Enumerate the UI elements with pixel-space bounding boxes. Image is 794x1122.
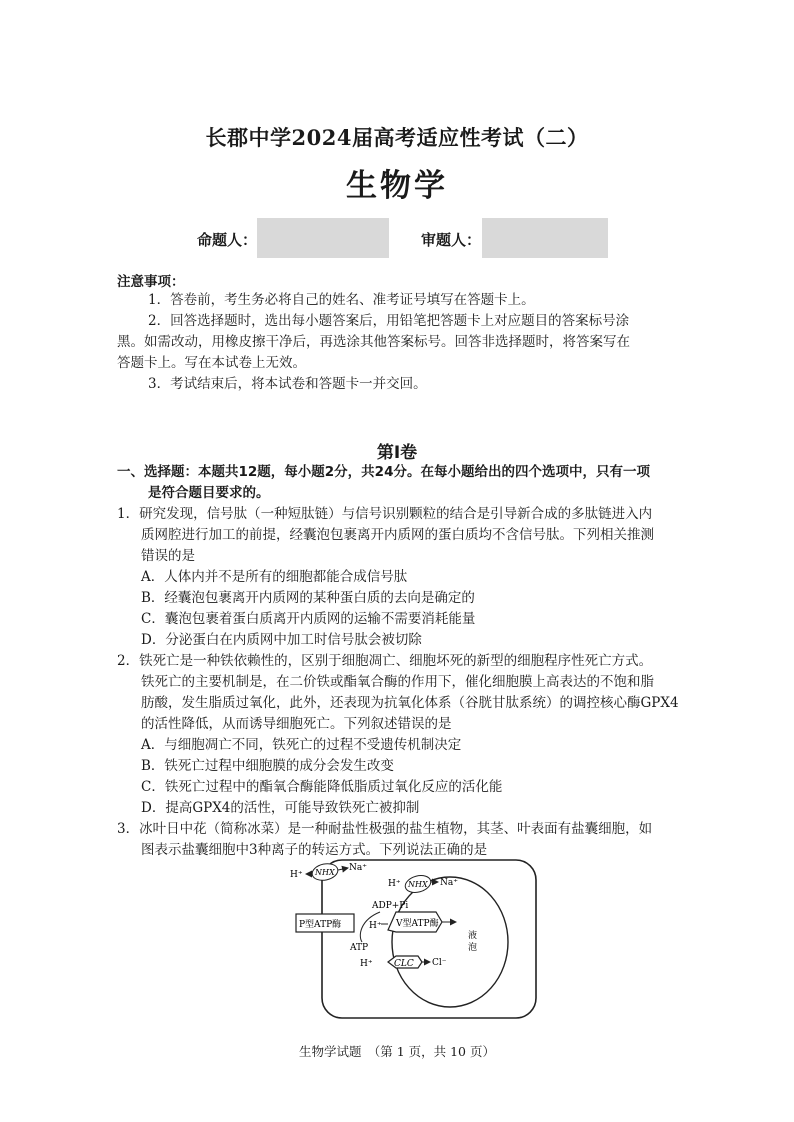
question-2-stem: 肪酸，发生脂质过氧化，此外，还表现为抗氧化体系（谷胱甘肽系统）的调控核心酶GPX4	[141, 695, 679, 711]
question-1-option-c: C．囊泡包裹着蛋白质离开内质网的运输不需要消耗能量	[141, 611, 476, 627]
h-ion-label: H⁺	[290, 870, 303, 880]
question-1-stem: 错误的是	[141, 548, 195, 564]
vacuole-membrane	[392, 877, 508, 1007]
notice-item-2-cont: 答题卡上。写在本试卷上无效。	[117, 355, 306, 371]
question-2-option-c: C．铁死亡过程中的酯氧合酶能降低脂质过氧化反应的活化能	[141, 779, 503, 795]
question-2-stem: 的活性降低，从而诱导细胞死亡。下列叙述错误的是	[141, 716, 452, 732]
question-3-stem: 3．冰叶日中花（简称冰菜）是一种耐盐性极强的盐生植物，其茎、叶表面有盐囊细胞，如	[117, 821, 653, 837]
question-2-option-d: D．提高GPX4的活性，可能导致铁死亡被抑制	[141, 800, 420, 816]
cl-ion-label: Cl⁻	[432, 958, 447, 968]
notice-item-3: 3．考试结束后，将本试卷和答题卡一并交回。	[148, 376, 427, 392]
reviewer-label: 审题人：	[421, 231, 482, 249]
adp-pi-label: ADP+Pi	[372, 901, 409, 911]
section-intro: 一、选择题：本题共12题，每小题2分，共24分。在每小题给出的四个选项中，只有一项	[117, 464, 650, 480]
setter-name-redacted	[257, 218, 389, 258]
notice-heading: 注意事项：	[117, 274, 185, 290]
h-ion-label: H⁺	[388, 879, 401, 889]
nhx-label: NHX	[315, 868, 335, 877]
section-title: 第Ⅰ卷	[376, 443, 418, 463]
question-2-option-b: B．铁死亡过程中细胞膜的成分会发生改变	[141, 758, 394, 774]
vacuole-label-1: 液	[468, 931, 478, 941]
question-1-option-d: D．分泌蛋白在内质网中加工时信号肽会被切除	[141, 632, 422, 648]
question-3-stem: 图表示盐囊细胞中3种离子的转运方式。下列说法正确的是	[141, 842, 488, 858]
notice-item-2-cont: 黑。如需改动，用橡皮擦干净后，再选涂其他答案标号。回答非选择题时，将答案写在	[117, 334, 630, 350]
reviewer-name-redacted	[482, 218, 608, 258]
p-atpase-label: P型ATP酶	[299, 920, 342, 930]
notice-item-1: 1．答卷前，考生务必将自己的姓名、准考证号填写在答题卡上。	[148, 292, 535, 308]
clc-label: CLC	[394, 959, 414, 969]
nhx-label: NHX	[408, 880, 428, 889]
setter-label: 命题人：	[197, 231, 258, 249]
h-ion-label: H⁺	[369, 921, 382, 931]
na-ion-arrow	[338, 868, 348, 870]
section-intro-cont: 是符合题目要求的。	[148, 485, 270, 501]
v-atpase-label: V型ATP酶	[396, 919, 439, 929]
question-2-option-a: A．与细胞凋亡不同，铁死亡的过程不受遗传机制决定	[141, 737, 462, 753]
question-1-stem: 质网腔进行加工的前提，经囊泡包裹离开内质网的蛋白质均不含信号肽。下列相关推测	[141, 527, 654, 543]
ion-transport-diagram	[270, 858, 540, 1022]
question-1-stem: 1．研究发现，信号肽（一种短肽链）与信号识别颗粒的结合是引导新合成的多肽链进入内	[117, 506, 653, 522]
notice-item-2: 2．回答选择题时，选出每小题答案后，用铅笔把答题卡上对应题目的答案标号涂	[148, 313, 630, 329]
page-footer: 生物学试题 （第 1 页，共 10 页）	[298, 1044, 495, 1059]
vacuole-label-2: 泡	[468, 943, 478, 953]
subject-title: 生物学	[346, 168, 448, 204]
na-ion-label: Na⁺	[349, 863, 367, 873]
question-1-option-a: A．人体内并不是所有的细胞都能合成信号肽	[141, 569, 408, 585]
h-ion-label: H⁺	[360, 959, 373, 969]
question-2-stem: 铁死亡的主要机制是，在二价铁或酯氧合酶的作用下，催化细胞膜上高表达的不饱和脂	[141, 674, 654, 690]
question-2-stem: 2．铁死亡是一种铁依赖性的，区别于细胞凋亡、细胞坏死的新型的细胞程序性死亡方式。	[117, 653, 653, 669]
exam-title: 长郡中学2024届高考适应性考试（二）	[205, 125, 589, 150]
atp-label: ATP	[350, 943, 369, 953]
question-1-option-b: B．经囊泡包裹离开内质网的某种蛋白质的去向是确定的	[141, 590, 475, 606]
na-ion-label: Na⁺	[440, 878, 458, 888]
